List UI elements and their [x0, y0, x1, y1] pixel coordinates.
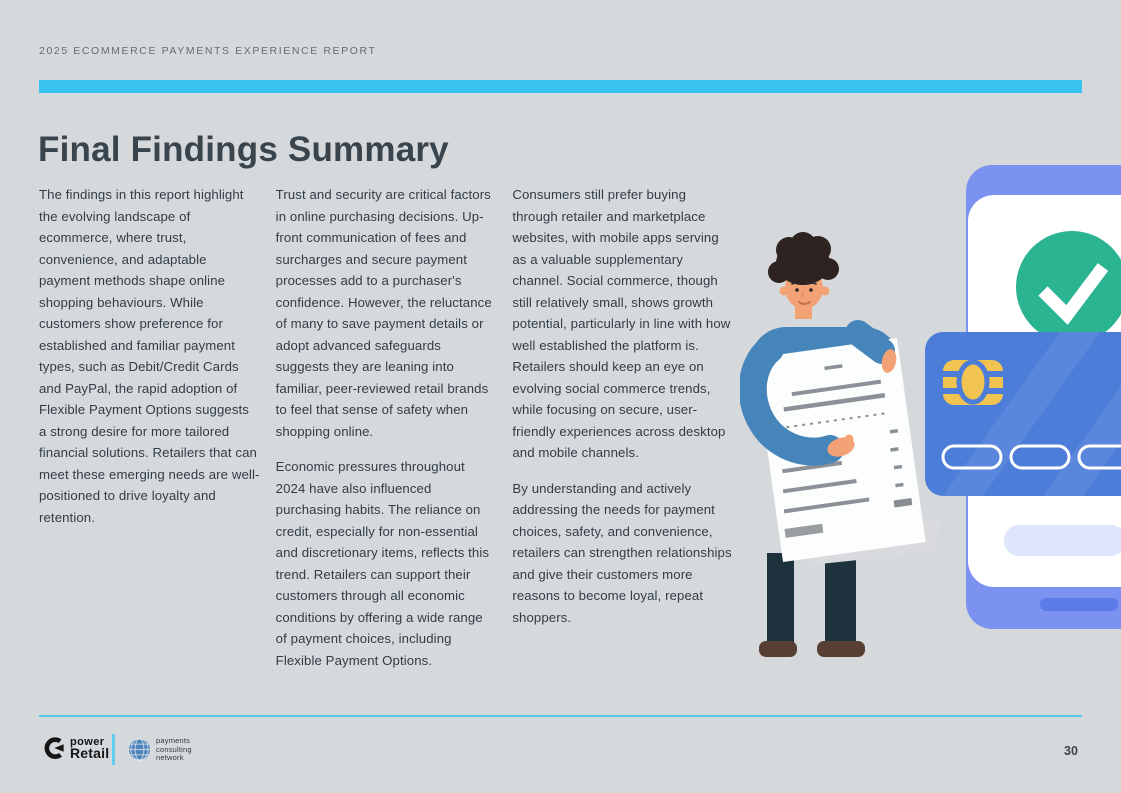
power-retail-line2: Retail — [70, 744, 110, 761]
page-number: 30 — [1064, 744, 1078, 758]
paragraph: By understanding and actively addressing the needs for payment choices, safety, and convenience, retailers can strengthen relationships and give their customers more reasons to become loyal, repeat shoppers. — [512, 480, 732, 625]
card-chip-icon — [943, 360, 1003, 405]
pcn-line1: payments — [156, 736, 191, 745]
power-retail-mark-icon — [41, 736, 65, 760]
hair — [768, 232, 839, 285]
person-with-receipt — [750, 232, 940, 657]
footer-rule — [39, 715, 1082, 717]
text-column-3 — [512, 184, 733, 685]
body-columns — [39, 184, 733, 685]
page-title: Final Findings Summary — [38, 130, 449, 169]
paragraph: Economic pressures throughout 2024 have also influenced purchasing habits. The reliance on credit, especially for non-essential and discretionary items, reflects this trend. Retailers can support their customers through all economic conditions by offering a wide range of payment choices, including Flexible Payment Options. — [275, 459, 490, 668]
report-header-label: 2025 ECOMMERCE PAYMENTS EXPERIENCE REPORT — [39, 45, 377, 57]
footer-logo-divider — [112, 734, 115, 765]
paragraph: Consumers still prefer buying through retailer and marketplace websites, with mobile apps serving as a valuable supplementary channel. Social commerce, though still relatively small, shows growth potential, particularly in line with how well established the platform is. Retailers should keep an eye on evolving social commerce trends, while focusing on secure, user-friendly experiences across desktop and mobile channels. — [512, 187, 731, 460]
payments-consulting-network-logo — [128, 737, 192, 763]
accent-bar — [39, 80, 1082, 93]
text-column-1 — [39, 184, 260, 685]
paragraph: Trust and security are critical factors in online purchasing decisions. Up-front communication of fees and surcharges and secure payment processes add to a purchaser's confidence. However, the reluctance of many to save payment details or adopt advanced safeguards suggests they are leaning into familiar, peer-reviewed retail brands to feel that sense of safety when shopping online. — [275, 187, 492, 439]
power-retail-logo — [41, 736, 109, 760]
payment-illustration — [740, 155, 1121, 665]
pcn-line3: network — [156, 753, 184, 762]
globe-icon — [128, 738, 151, 761]
paragraph: The findings in this report highlight the evolving landscape of ecommerce, where trust, convenience, and adaptable payment methods shape online shopping behaviours. While customers show preference for established and familiar payment types, such as Debit/Credit Cards and PayPal, the rapid adoption of Flexible Payment Options suggests a strong desire for more tailored financial solutions. Retailers that can meet these emerging needs are well-positioned to drive loyalty and retention. — [39, 187, 260, 525]
text-column-2 — [276, 184, 497, 685]
credit-card-icon — [925, 332, 1121, 500]
pcn-line2: consulting — [156, 744, 192, 754]
power-retail-line1: power — [70, 735, 105, 748]
